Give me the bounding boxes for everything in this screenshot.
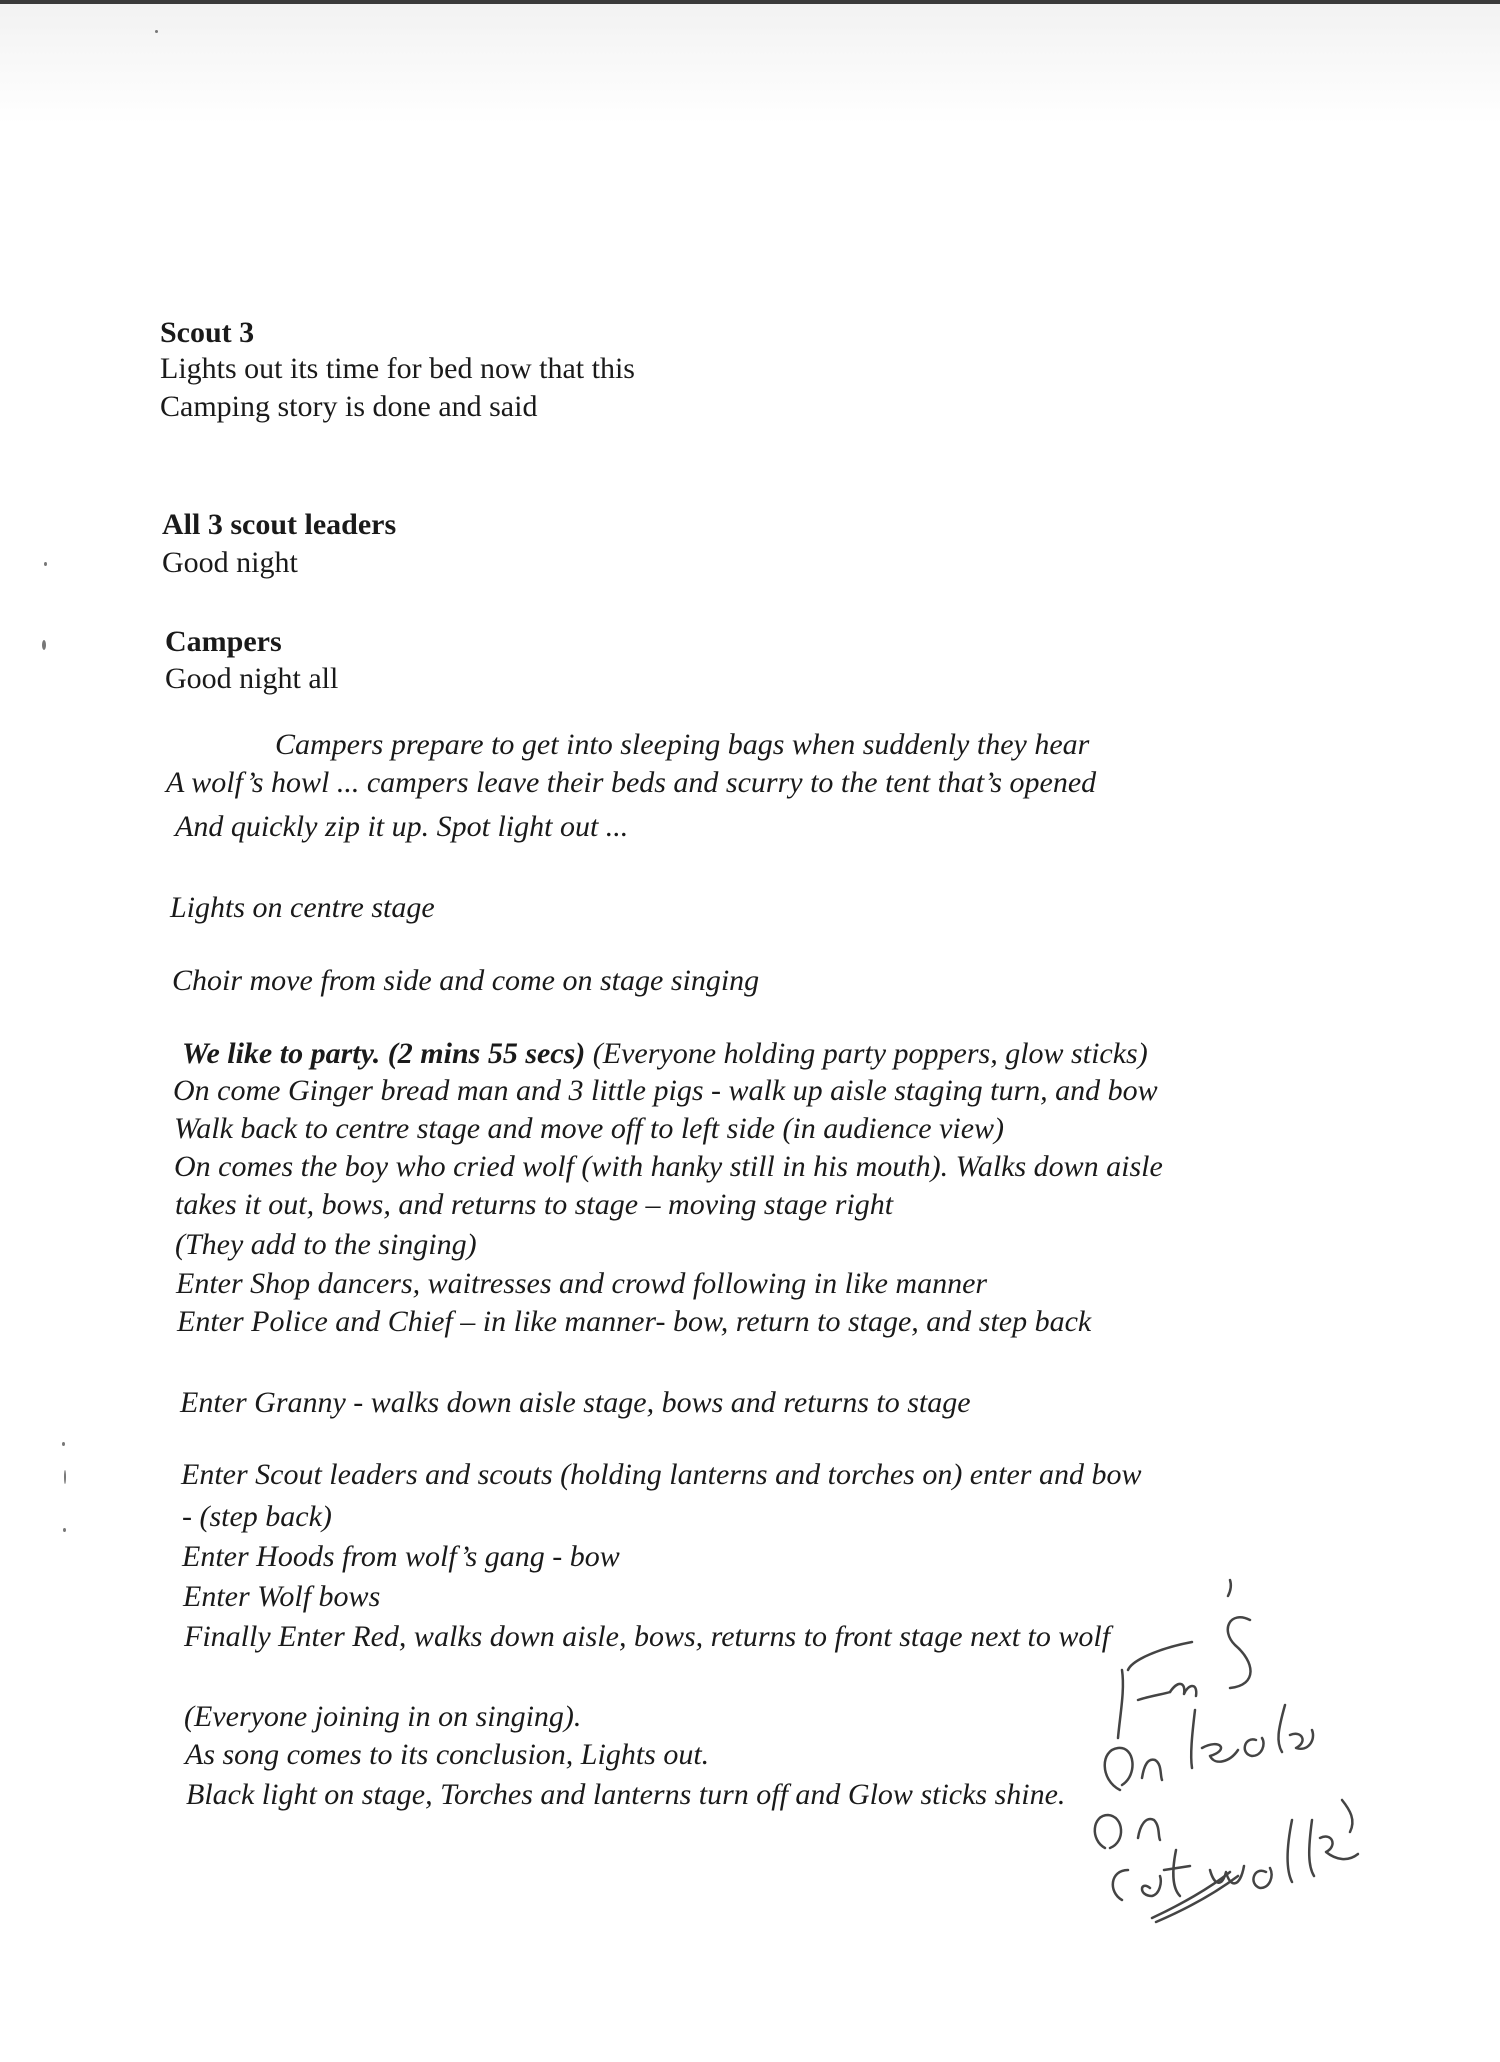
scan-speck [155,30,158,33]
dialogue-line: Good night all [165,662,339,695]
stage-direction: (They add to the singing) [175,1228,477,1261]
stage-direction: Walk back to centre stage and move off to left side (in audience view) [174,1112,1005,1145]
scan-speck [63,1528,66,1532]
stage-direction: Enter Granny - walks down aisle stage, bows and returns to stage [180,1386,971,1419]
scan-speck [42,640,46,650]
stage-direction: (Everyone joining in on singing). [184,1700,582,1733]
stage-direction: Choir move from side and come on stage singing [172,964,760,997]
stage-direction: takes it out, bows, and returns to stage – moving stage right [175,1188,894,1221]
dialogue-line: Good night [162,546,298,579]
song-title: We like to party. (2 mins 55 secs) [182,1037,586,1070]
dialogue-line: Camping story is done and said [160,390,538,423]
speaker-scout-leaders: All 3 scout leaders [162,508,397,541]
stage-direction: Lights on centre stage [170,891,435,924]
stage-direction: Enter Scout leaders and scouts (holding lanterns and torches on) enter and bow [181,1458,1142,1491]
stage-direction: Black light on stage, Torches and lanterns turn off and Glow sticks shine. [186,1778,1066,1811]
dialogue-line: Lights out its time for bed now that this [160,352,635,385]
stage-direction: As song comes to its conclusion, Lights out. [185,1738,710,1771]
song-line [182,1037,1148,1071]
stage-direction: Finally Enter Red, walks down aisle, bows, returns to front stage next to wolf [184,1620,1111,1653]
song-note: (Everyone holding party poppers, glow sticks) [585,1037,1148,1070]
scan-speck [44,562,47,566]
stage-direction: Campers prepare to get into sleeping bags when suddenly they hear [275,728,1090,761]
scan-speck [62,1442,65,1446]
stage-direction: Enter Shop dancers, waitresses and crowd following in like manner [176,1267,988,1300]
stage-direction: Enter Hoods from wolf’s gang - bow [182,1540,620,1573]
scan-shadow [0,4,1500,124]
scan-speck [64,1470,66,1484]
speaker-campers: Campers [165,625,282,658]
stage-direction: On comes the boy who cried wolf (with hanky still in his mouth). Walks down aisle [174,1150,1163,1183]
stage-direction: And quickly zip it up. Spot light out ... [175,810,629,843]
stage-direction: Enter Police and Chief – in like manner- bow, return to stage, and step back [177,1305,1092,1338]
stage-direction: A wolf’s howl ... campers leave their beds and scurry to the tent that’s opened [166,766,1097,799]
handwritten-note [1080,1570,1440,1940]
speaker-scout-3: Scout 3 [160,316,255,349]
stage-direction: Enter Wolf bows [183,1580,381,1613]
stage-direction: - (step back) [182,1500,332,1533]
stage-direction: On come Ginger bread man and 3 little pigs - walk up aisle staging turn, and bow [173,1074,1158,1107]
